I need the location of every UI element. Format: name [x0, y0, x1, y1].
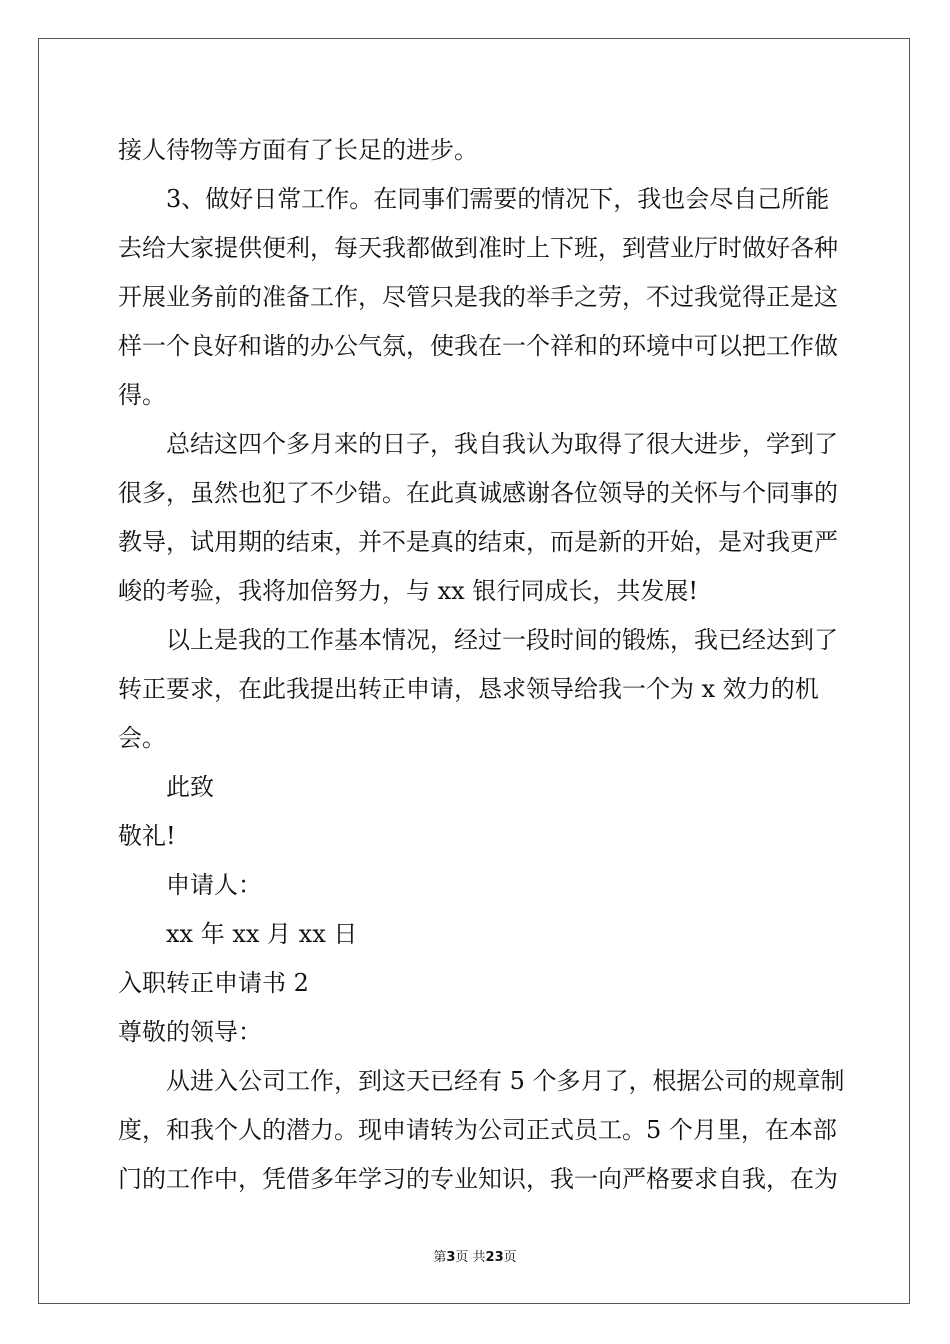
footer-prefix: 第	[433, 1250, 447, 1265]
applicant-label: 申请人：	[166, 871, 262, 899]
footer-total-pages: 23	[485, 1250, 504, 1265]
section-title: 入职转正申请书 2	[118, 969, 309, 997]
date-line: xx 年 xx 月 xx 日	[166, 920, 358, 948]
greeting: 尊敬的领导：	[118, 1018, 262, 1046]
document-body	[118, 126, 848, 1204]
footer-suffix: 页	[503, 1250, 517, 1265]
salutation-respect: 敬礼!	[118, 822, 176, 850]
salutation-closing: 此致	[166, 773, 214, 801]
paragraph: 接人待物等方面有了长足的进步。	[118, 136, 478, 164]
paragraph: 3、做好日常工作。在同事们需要的情况下，我也会尽自己所能去给大家提供便利，每天我都做到准时上下班，到营业厅时做好各种开展业务前的准备工作，尽管只是我的举手之劳，不过我觉得正是这样一个良好和谐的办公气氛，使我在一个祥和的环境中可以把工作做得。	[118, 185, 838, 409]
footer-page-number: 3	[446, 1250, 456, 1265]
paragraph: 总结这四个多月来的日子，我自我认为取得了很大进步，学到了很多，虽然也犯了不少错。在此真诚感谢各位领导的关怀与个同事的教导，试用期的结束，并不是真的结束，而是新的开始，是对我更严峻的考验，我将加倍努力，与 xx 银行同成长，共发展!	[118, 430, 838, 605]
footer-middle: 页 共	[455, 1250, 486, 1265]
paragraph: 从进入公司工作，到这天已经有 5 个多月了，根据公司的规章制度，和我个人的潜力。现申请转为公司正式员工。5 个月里，在本部门的工作中，凭借多年学习的专业知识，我一向严格要求自我，在为	[118, 1067, 845, 1193]
paragraph: 以上是我的工作基本情况，经过一段时间的锻炼，我已经达到了转正要求，在此我提出转正申请，恳求领导给我一个为 x 效力的机会。	[118, 626, 838, 752]
page-footer	[0, 1246, 950, 1265]
